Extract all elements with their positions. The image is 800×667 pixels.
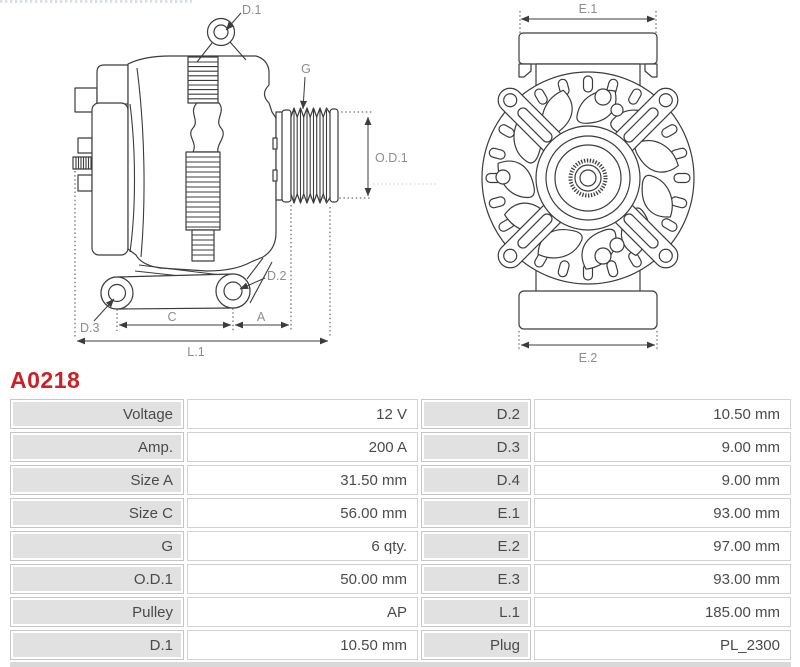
front-view xyxy=(482,2,694,365)
housing-hole-1 xyxy=(595,89,611,105)
spec-label: Amp. xyxy=(10,432,184,462)
spec-value: 93.00 mm xyxy=(534,498,791,528)
spec-value: 56.00 mm xyxy=(187,498,418,528)
pulley-back-flange xyxy=(282,110,291,202)
spec-label: D.1 xyxy=(10,630,184,660)
spec-value: 9.00 mm xyxy=(534,432,791,462)
shaft-hole xyxy=(580,170,596,186)
spec-table xyxy=(10,399,791,660)
spec-value: 97.00 mm xyxy=(534,531,791,561)
spec-label: G xyxy=(10,531,184,561)
dim-label-a: A xyxy=(256,310,266,324)
spec-value: 9.00 mm xyxy=(534,465,791,495)
spec-label: Size C xyxy=(10,498,184,528)
rear-housing-top xyxy=(97,65,128,104)
housing-hole-4 xyxy=(610,238,624,252)
spec-value: 50.00 mm xyxy=(187,564,418,594)
spec-label: E.1 xyxy=(421,498,531,528)
dim-label-l1: L.1 xyxy=(187,345,205,359)
spec-value: 93.00 mm xyxy=(534,564,791,594)
spec-value: AP xyxy=(187,597,418,627)
dim-label-d3: D.3 xyxy=(80,321,100,335)
shaft-tab-1 xyxy=(273,138,277,149)
top-bracket-tab-left xyxy=(519,64,531,77)
stud-threads xyxy=(76,157,91,169)
spec-label: E.3 xyxy=(421,564,531,594)
dim-label-e2: E.2 xyxy=(578,351,598,365)
spec-label: Voltage xyxy=(10,399,184,429)
rotor-neck xyxy=(191,103,223,152)
rear-lug-mid xyxy=(78,138,92,153)
dim-label-c: C xyxy=(167,310,177,324)
housing-hole-3 xyxy=(496,170,510,184)
spec-label: Size A xyxy=(10,465,184,495)
leader-g xyxy=(303,77,305,109)
spec-label: Plug xyxy=(421,630,531,660)
stator-stack-main xyxy=(186,152,220,230)
spec-label: D.3 xyxy=(421,432,531,462)
dim-label-e1: E.1 xyxy=(578,2,598,16)
dim-label-d1: D.1 xyxy=(242,3,262,17)
lug-hole-d2 xyxy=(224,282,242,300)
spec-value: 185.00 mm xyxy=(534,597,791,627)
spec-label: Pulley xyxy=(10,597,184,627)
spec-value: PL_2300 xyxy=(534,630,791,660)
spec-value: 200 A xyxy=(187,432,418,462)
spec-label: D.4 xyxy=(421,465,531,495)
dim-label-g: G xyxy=(301,62,311,76)
top-bracket xyxy=(519,33,657,64)
rear-housing xyxy=(92,103,128,255)
spec-value: 10.50 mm xyxy=(187,630,418,660)
side-view xyxy=(73,3,438,359)
table-bottom-strip xyxy=(10,662,791,667)
part-number: A0218 xyxy=(10,367,81,393)
stator-lines-main xyxy=(186,157,220,227)
shaft-tab-2 xyxy=(273,170,277,181)
ear-hole-d1 xyxy=(214,25,228,39)
spec-value: 31.50 mm xyxy=(187,465,418,495)
rear-lug-bottom xyxy=(78,175,92,191)
spec-label: E.2 xyxy=(421,531,531,561)
lug-hole-d3 xyxy=(109,285,126,302)
bottom-bracket xyxy=(519,291,657,329)
top-bracket-tab-right xyxy=(645,64,657,77)
spec-value: 10.50 mm xyxy=(534,399,791,429)
pulley-front-flange xyxy=(330,109,338,202)
dim-label-od1: O.D.1 xyxy=(375,151,408,165)
spec-label: L.1 xyxy=(421,597,531,627)
spec-label: O.D.1 xyxy=(10,564,184,594)
spec-label: D.2 xyxy=(421,399,531,429)
dim-label-d2: D.2 xyxy=(267,269,287,283)
spec-value: 12 V xyxy=(187,399,418,429)
housing-hole-5 xyxy=(595,248,611,264)
spec-value: 6 qty. xyxy=(187,531,418,561)
housing-hole-2 xyxy=(611,104,623,116)
